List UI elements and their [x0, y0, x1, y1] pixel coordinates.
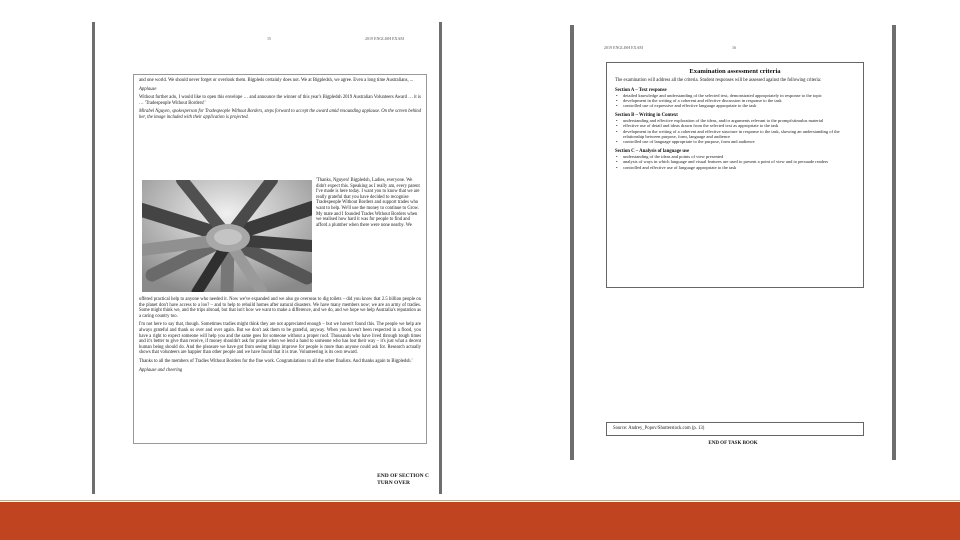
section-title: Section B – Writing in Context	[615, 112, 678, 118]
criteria-item: • analysis of ways in which language and visual features are used to present a point of view and to persuade readers	[623, 159, 855, 164]
stage-direction-award: Mirabel Nguyen, spokesperson for Tradespeople Without Borders, steps forward to accept the award amid resounding applause. On the screen behind her, the image included with their application is projected.	[139, 109, 421, 120]
criteria-section-a	[615, 88, 855, 109]
speech-article-box	[133, 74, 427, 444]
speech-paragraph-gratitude: I'm not here to say that, though. Sometimes tradies might think they are not appreciated enough – but we haven't found this. The people we help are always grateful and thank us over and over again. But we don't ask them to be grateful, anyway. When you haven't been respected in a flood, you have a right to expect someone will help you and the same goes for someone without a proper roof. Thousands who have lived through tough times and it's better to give than receive, if money shouldn't ask for praise when we lend a hand to someone who has lost their way – it's just what a decent human being should do. And the pleasure we have got from seeing things improve for people is more than anyone could ask for. Research actually shows that volunteers are happier than other people and we have found that it is true. Volunteering is its own reward.	[139, 322, 421, 356]
assessment-criteria-box	[606, 62, 864, 288]
speech-opening-paragraph: and one world. We should never forget or overlook them. Bigpleds certainly does not. We at Bigpledsh, we agree. Even a long time Australians, ...	[139, 78, 414, 83]
left-exam-page	[92, 22, 442, 494]
speech-lower-text	[139, 297, 421, 376]
speech-photo-side-text: 'Thanks, Nguyen! Bigpledsh, Ladies, everyone. We didn't expect this. Speaking as I really am, every parent I've made is here today. I want you to know that we are really grateful that you have decided to recognise Tradespeople Without Borders and support trades who want to help. We'll use the money to continue to Grow. My mate and I founded Trades Without Borders when we realised how hard it was for people to find and afford a plumber when there were none nearby. We	[316, 178, 420, 228]
turn-over-label: TURN OVER	[377, 479, 410, 486]
stage-direction-applause: Applause	[139, 86, 157, 92]
left-running-head: 2019 ENGLISH EXAM	[365, 36, 404, 41]
left-page-number: 15	[267, 36, 271, 41]
criteria-item: • understanding of the ideas and points of view presented	[623, 154, 855, 159]
section-title: Section C – Analysis of language use	[615, 148, 690, 154]
criteria-section-c	[615, 149, 855, 170]
speech-award-paragraph: Without further ado, I would like to open this envelope … and announce the winner of this year's Bigpledsh 2019 Australian Volunteers Award … it is … 'Tradespeople Without Borders!'	[139, 95, 421, 106]
criteria-title: Examination assessment criteria	[689, 68, 781, 75]
speech-paragraph-thanks: Thanks to all the members of Tradies Without Borders for the fine work. Congratulations to all the other finalists. And thanks again to Bigpledsh.'	[139, 358, 413, 364]
end-of-task-book-label: END OF TASK BOOK	[708, 441, 758, 446]
stage-direction-cheering: Applause and cheering	[139, 367, 183, 373]
right-running-head: 2019 ENGLISH EXAM	[604, 45, 643, 50]
criteria-item: • effective use of detail and ideas drawn from the selected text as appropriate to the task	[623, 123, 855, 128]
end-of-section-label: END OF SECTION C	[377, 473, 429, 479]
footer-accent-band	[0, 502, 960, 540]
left-page-footer	[377, 473, 429, 486]
criteria-item: • controlled use of language appropriate to the purpose, form and audience	[623, 139, 855, 144]
section-title: Section A – Text response	[615, 87, 667, 93]
criteria-item: • controlled and effective use of language appropriate to the task	[623, 165, 855, 170]
right-exam-page	[570, 25, 896, 460]
criteria-item: • understanding and effective exploration of the ideas, and/or arguments relevant to the prompt/stimulus material	[623, 118, 855, 123]
criteria-item: • controlled use of expressive and effective language appropriate to the task	[623, 103, 855, 108]
image-source-credit: Source: Andrey_Popov/Shutterstock.com (p. 13)	[606, 422, 864, 436]
criteria-item: • development in the writing of a coherent and effective discussion in response to the task	[623, 98, 855, 103]
footer-accent-rule	[0, 500, 960, 501]
criteria-intro: The examination will address all the criteria. Student responses will be assessed against the following criteria:	[615, 78, 822, 83]
criteria-item: • development in the writing of a coherent and effective structure in response to the task, showing an understanding of the relationship between purpose, form, language and audience	[623, 129, 855, 140]
stacked-hands-photo	[142, 180, 312, 292]
right-page-number: 16	[732, 45, 736, 50]
criteria-section-b	[615, 113, 855, 145]
speech-paragraph-help: offered practical help to anyone who needed it. Now we've expanded and we also go overseas to dig toilets – did you know that 2.5 billion people on the planet don't have access to a loo? – and to help to rebuild homes after natural disasters. We have many members now; we are an army of tradies. Some might think we, and the trips abroad, but that isn't how we want to make a difference, and we do, and we hope we help Australia's reputation as a caring country too.	[139, 297, 421, 319]
criteria-item: • detailed knowledge and understanding of the selected text, demonstrated appropriately in response to the topic	[623, 93, 855, 98]
